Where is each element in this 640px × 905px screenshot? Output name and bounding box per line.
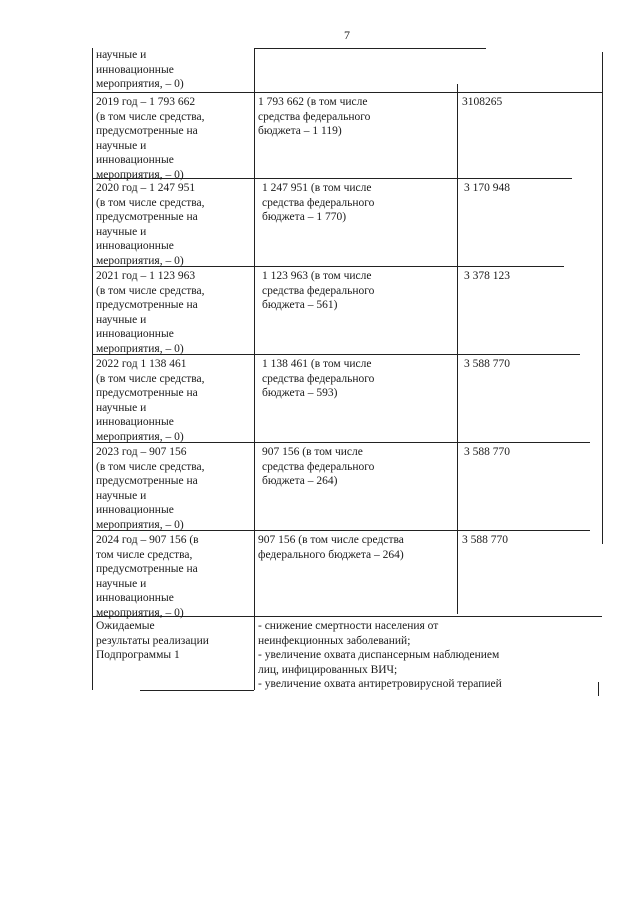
table-cell-year: 2020 год – 1 247 951 (в том числе средства, предусмотренные на научные и инновационные мероприятия, – 0) (96, 182, 205, 267)
row-line-1 (92, 92, 602, 93)
table-cell-year: научные и инновационные мероприятия, – 0) (96, 49, 184, 91)
table-cell-total: 3 588 770 (464, 358, 510, 370)
table-cell-year: 2021 год – 1 123 963 (в том числе средства, предусмотренные на научные и инновационные мероприятия, – 0) (96, 270, 205, 355)
column-divider-1 (254, 48, 255, 690)
table-cell-budget: 1 247 951 (в том числе средства федерального бюджета – 1 770) (262, 182, 375, 224)
table-cell-total: 3 170 948 (464, 182, 510, 194)
table-cell-budget: 907 156 (в том числе средства федерального бюджета – 264) (262, 446, 375, 488)
table-border-left (92, 48, 93, 690)
column-divider-2 (457, 84, 458, 614)
table-cell-total: 3 378 123 (464, 270, 510, 282)
row-line-0 (254, 48, 486, 49)
table-cell-year: 2024 год – 907 156 (в том числе средства, предусмотренные на научные и инновационные мероприятия, – 0) (96, 534, 199, 619)
table-cell-budget: 907 156 (в том числе средства федерального бюджета – 264) (258, 534, 404, 561)
table-cell-total: 3 588 770 (464, 446, 510, 458)
row-line-8 (140, 690, 254, 691)
table-cell-budget: 1 123 963 (в том числе средства федерального бюджета – 561) (262, 270, 375, 312)
table-cell-total: 3108265 (462, 96, 503, 108)
table-cell-total: 3 588 770 (462, 534, 508, 546)
table-cell-year: 2023 год – 907 156 (в том числе средства, предусмотренные на научные и инновационные мероприятия, – 0) (96, 446, 205, 531)
page-number: 7 (344, 28, 350, 42)
table-cell-year: 2022 год 1 138 461 (в том числе средства, предусмотренные на научные и инновационные мероприятия, – 0) (96, 358, 205, 443)
results-label: Ожидаемые результаты реализации Подпрограммы 1 (96, 620, 209, 662)
table-cell-budget: 1 138 461 (в том числе средства федерального бюджета – 593) (262, 358, 375, 400)
table-border-right (602, 52, 603, 544)
table-border-right-lower (598, 682, 599, 696)
table-cell-year: 2019 год – 1 793 662 (в том числе средства, предусмотренные на научные и инновационные мероприятия, – 0) (96, 96, 205, 181)
results-text: - снижение смертности населения от неинфекционных заболеваний; - увеличение охвата диспансерным наблюдением лиц, инфицированных ВИЧ; - увеличение охвата антиретровирусной терапией (258, 620, 502, 691)
table-cell-budget: 1 793 662 (в том числе средства федерального бюджета – 1 119) (258, 96, 371, 138)
